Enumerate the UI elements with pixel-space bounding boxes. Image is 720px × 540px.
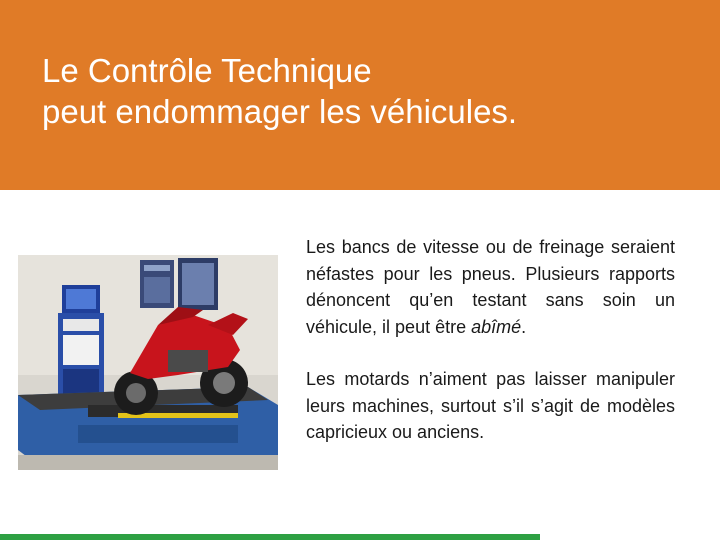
accent-bar (0, 534, 540, 540)
paragraph-1-emphasis: abîmé (471, 316, 522, 337)
title-line-1: Le Contrôle Technique (42, 52, 372, 89)
paragraph-1-text: Les bancs de vitesse ou de freinage seraient néfastes pour les pneus. Plusieurs rapports dénoncent qu’en testant sans soin un véhicule, il peut être (306, 237, 675, 337)
paragraph-1-end: . (521, 316, 527, 337)
slide-title (42, 50, 517, 132)
title-banner (0, 0, 720, 190)
diagnostic-console (58, 285, 104, 403)
paragraph-2: Les motards n’aiment pas laisser manipuler leurs machines, surtout s’il s’agit de modèles capricieux ou anciens. (306, 369, 675, 442)
body-text (306, 234, 675, 446)
wall-posters (140, 258, 218, 310)
paragraph-1 (306, 234, 675, 340)
motorcycle-test-bench-photo (18, 255, 278, 470)
title-line-2: peut endommager les véhicules. (42, 93, 518, 130)
